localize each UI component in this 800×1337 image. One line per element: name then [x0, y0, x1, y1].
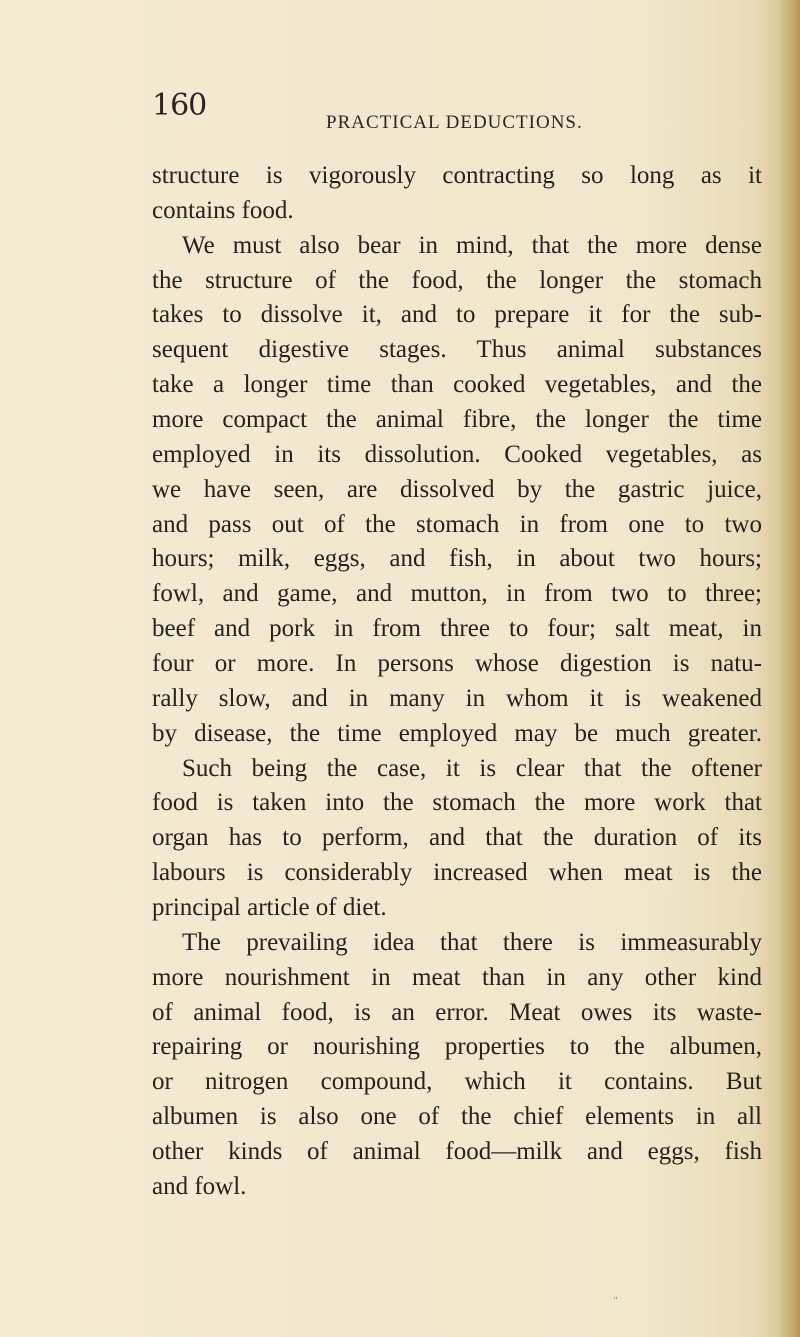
text-line: organ has to perform, and that the duration of its — [152, 824, 762, 852]
text-line: rally slow, and in many in whom it is weakened — [152, 684, 762, 712]
text-line: other kinds of animal food—milk and eggs, fish — [152, 1138, 762, 1166]
text-line: more compact the animal fibre, the longer the time — [152, 406, 762, 434]
page-number: 160 — [152, 88, 207, 123]
running-head: PRACTICAL DEDUCTIONS. — [326, 112, 583, 133]
text-line: four or more. In persons whose digestion is natu- — [152, 650, 762, 678]
text-line: and fowl. — [152, 1172, 247, 1200]
text-line: repairing or nourishing properties to the albumen, — [152, 1033, 762, 1061]
text-line: employed in its dissolution. Cooked vegetables, as — [152, 440, 762, 468]
text-line: labours is considerably increased when meat is the — [152, 859, 762, 887]
text-line: sequent digestive stages. Thus animal substances — [152, 336, 762, 364]
body-text — [152, 159, 762, 1205]
text-line: the structure of the food, the longer the stomach — [152, 266, 762, 294]
text-line: The prevailing idea that there is immeasurably — [182, 928, 762, 956]
text-line: takes to dissolve it, and to prepare it for the sub- — [152, 301, 762, 329]
text-line: fowl, and game, and mutton, in from two to three; — [152, 580, 762, 608]
text-line: Such being the case, it is clear that the oftener — [182, 754, 762, 782]
text-line: of animal food, is an error. Meat owes its waste- — [152, 998, 762, 1026]
printer-mark: ¨ — [613, 1297, 618, 1308]
text-line: albumen is also one of the chief elements in all — [152, 1103, 762, 1131]
text-line: more nourishment in meat than in any other kind — [152, 963, 762, 991]
text-line: and pass out of the stomach in from one to two — [152, 510, 762, 538]
text-line: by disease, the time employed may be much greater. — [152, 719, 762, 747]
text-line: take a longer time than cooked vegetables, and the — [152, 371, 762, 399]
text-line: structure is vigorously contracting so long as it — [152, 162, 762, 189]
text-line: beef and pork in from three to four; salt meat, in — [152, 615, 762, 643]
text-line: contains food. — [152, 196, 294, 224]
text-line: hours; milk, eggs, and fish, in about two hours; — [152, 545, 762, 573]
text-line: We must also bear in mind, that the more dense — [182, 231, 762, 259]
text-line: food is taken into the stomach the more work that — [152, 789, 762, 817]
text-line: principal article of diet. — [152, 894, 387, 922]
text-line: we have seen, are dissolved by the gastric juice, — [152, 475, 762, 503]
page-edge-shadow — [778, 0, 800, 1337]
text-line: or nitrogen compound, which it contains. But — [152, 1068, 762, 1096]
